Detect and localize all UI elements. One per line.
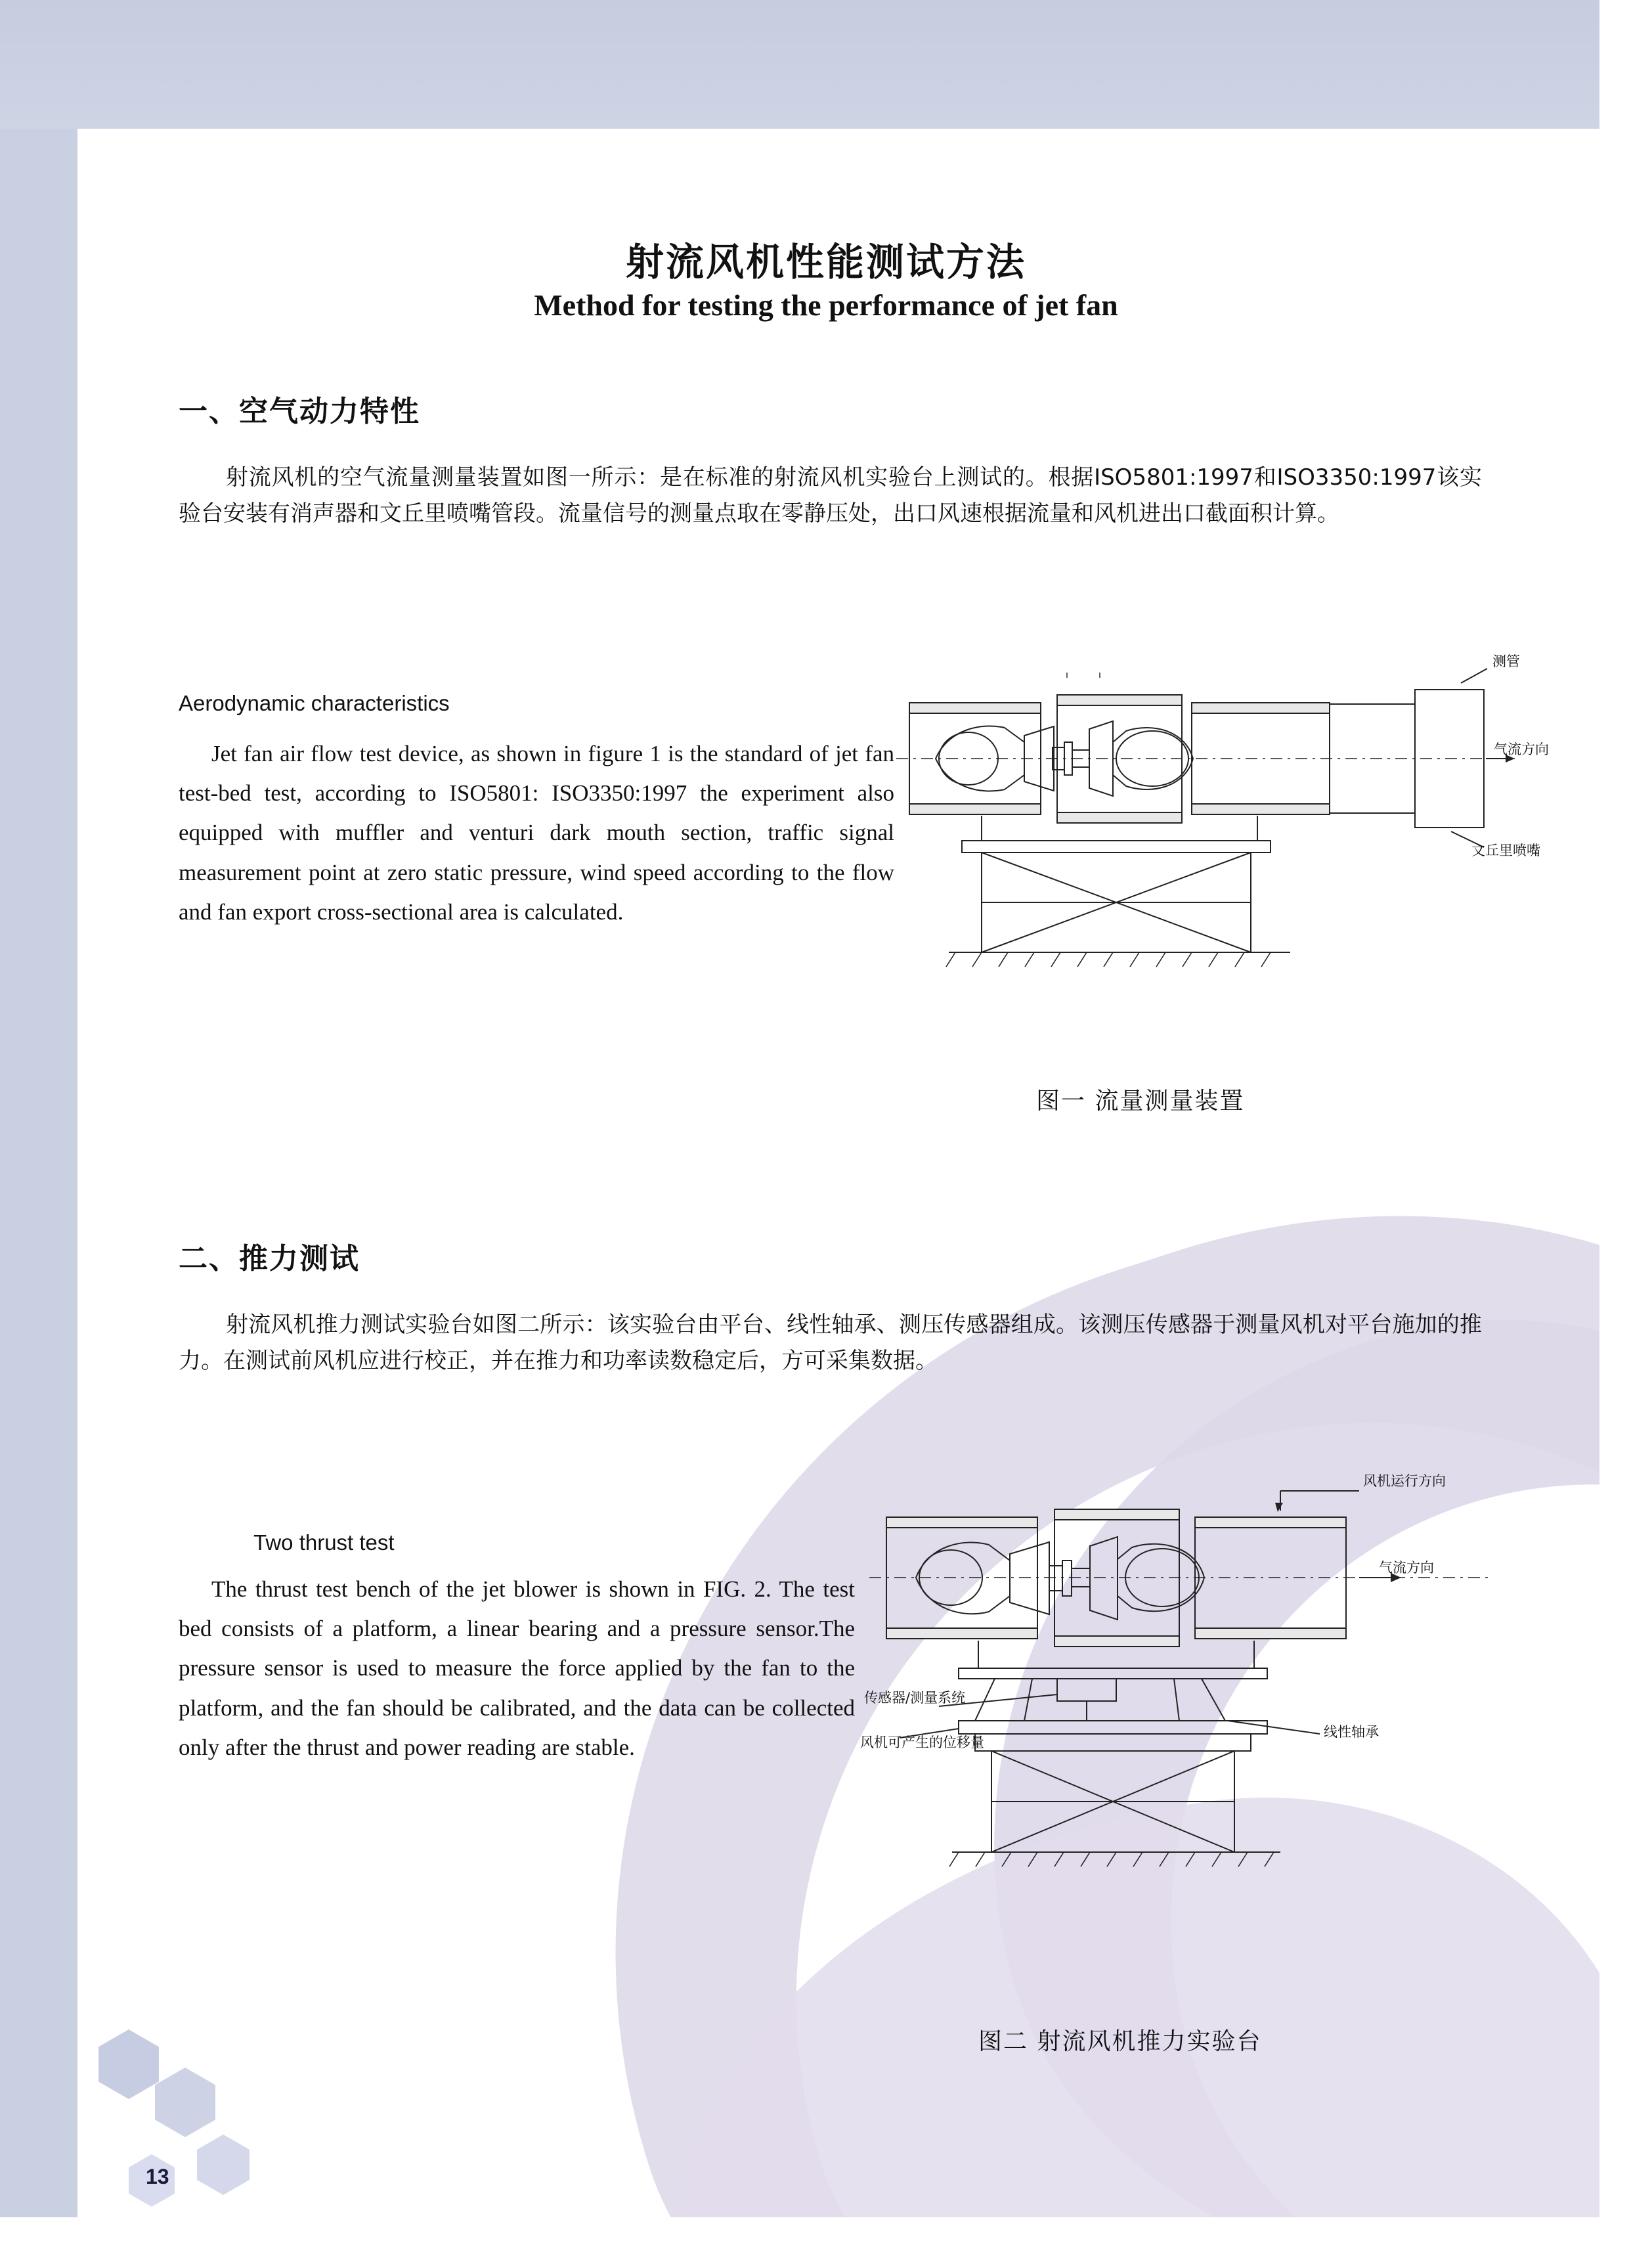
figure-1-label-pipe: 测管: [1492, 653, 1520, 669]
figure-1-flow-measurement-device: [890, 644, 1553, 1057]
figure-2-label-airflow: 气流方向: [1379, 1560, 1434, 1576]
section-2-body-cn: 射流风机推力测试实验台如图二所示：该实验台由平台、线性轴承、测压传感器组成。该测压传感器于测量风机对平台施加的推力。在测试前风机应进行校正，并在推力和功率读数稳定后，方可采集数据。: [179, 1312, 1482, 1375]
section-1-heading: 一、空气动力特性: [179, 395, 420, 428]
section-2-heading: 二、推力测试: [179, 1242, 360, 1275]
figure-2-label-displacement: 风机可产生的位移量: [860, 1735, 984, 1750]
section-1-subtitle-en: Aerodynamic characteristics: [179, 691, 450, 715]
figure-1-caption: 图一 流量测量装置: [1036, 1088, 1245, 1115]
page-title-en: Method for testing the performance of jet fan: [534, 288, 1118, 322]
section-2-body-en: The thrust test bench of the jet blower is shown in FIG. 2. The test bed consists of a platform, a linear bearing and a pressure sensor.The pressure sensor is used to measure the force applied by the fan to the platform, and the fan should be calibrated, and the data can be collected only after the thrust and power reading are stable.: [179, 1576, 855, 1760]
figure-2-label-linear-bearing: 线性轴承: [1324, 1724, 1379, 1740]
page-number: 13: [146, 2165, 169, 2188]
figure-2-label-fan-direction: 风机运行方向: [1363, 1473, 1446, 1489]
figure-1-label-venturi: 文丘里喷嘴: [1471, 843, 1540, 858]
figure-1-label-airflow: 气流方向: [1494, 742, 1549, 757]
figure-2-label-sensor-system: 传感器/测量系统: [864, 1690, 966, 1706]
figure-2-thrust-test-bench: [860, 1471, 1556, 1997]
figure-2-caption: 图二 射流风机推力实验台: [978, 2028, 1262, 2055]
section-1-body-cn: 射流风机的空气流量测量装置如图一所示：是在标准的射流风机实验台上测试的。根据ISO5801:1997和ISO3350:1997该实验台安装有消声器和文丘里喷嘴管段。流量信号的测量点取在零静压处，出口风速根据流量和风机进出口截面积计算。: [179, 464, 1482, 527]
section-2-subtitle-en: Two thrust test: [253, 1530, 395, 1555]
page-title-cn: 射流风机性能测试方法: [625, 240, 1026, 284]
section-1-body-en: Jet fan air flow test device, as shown in figure 1 is the standard of jet fan test-bed test, according to ISO5801: ISO3350:1997 the experiment also equipped with muffler and venturi dark mouth section, traffic signal measurement point at zero static pressure, wind speed according to the flow and fan export cross-sectional area is calculated.: [179, 741, 894, 925]
